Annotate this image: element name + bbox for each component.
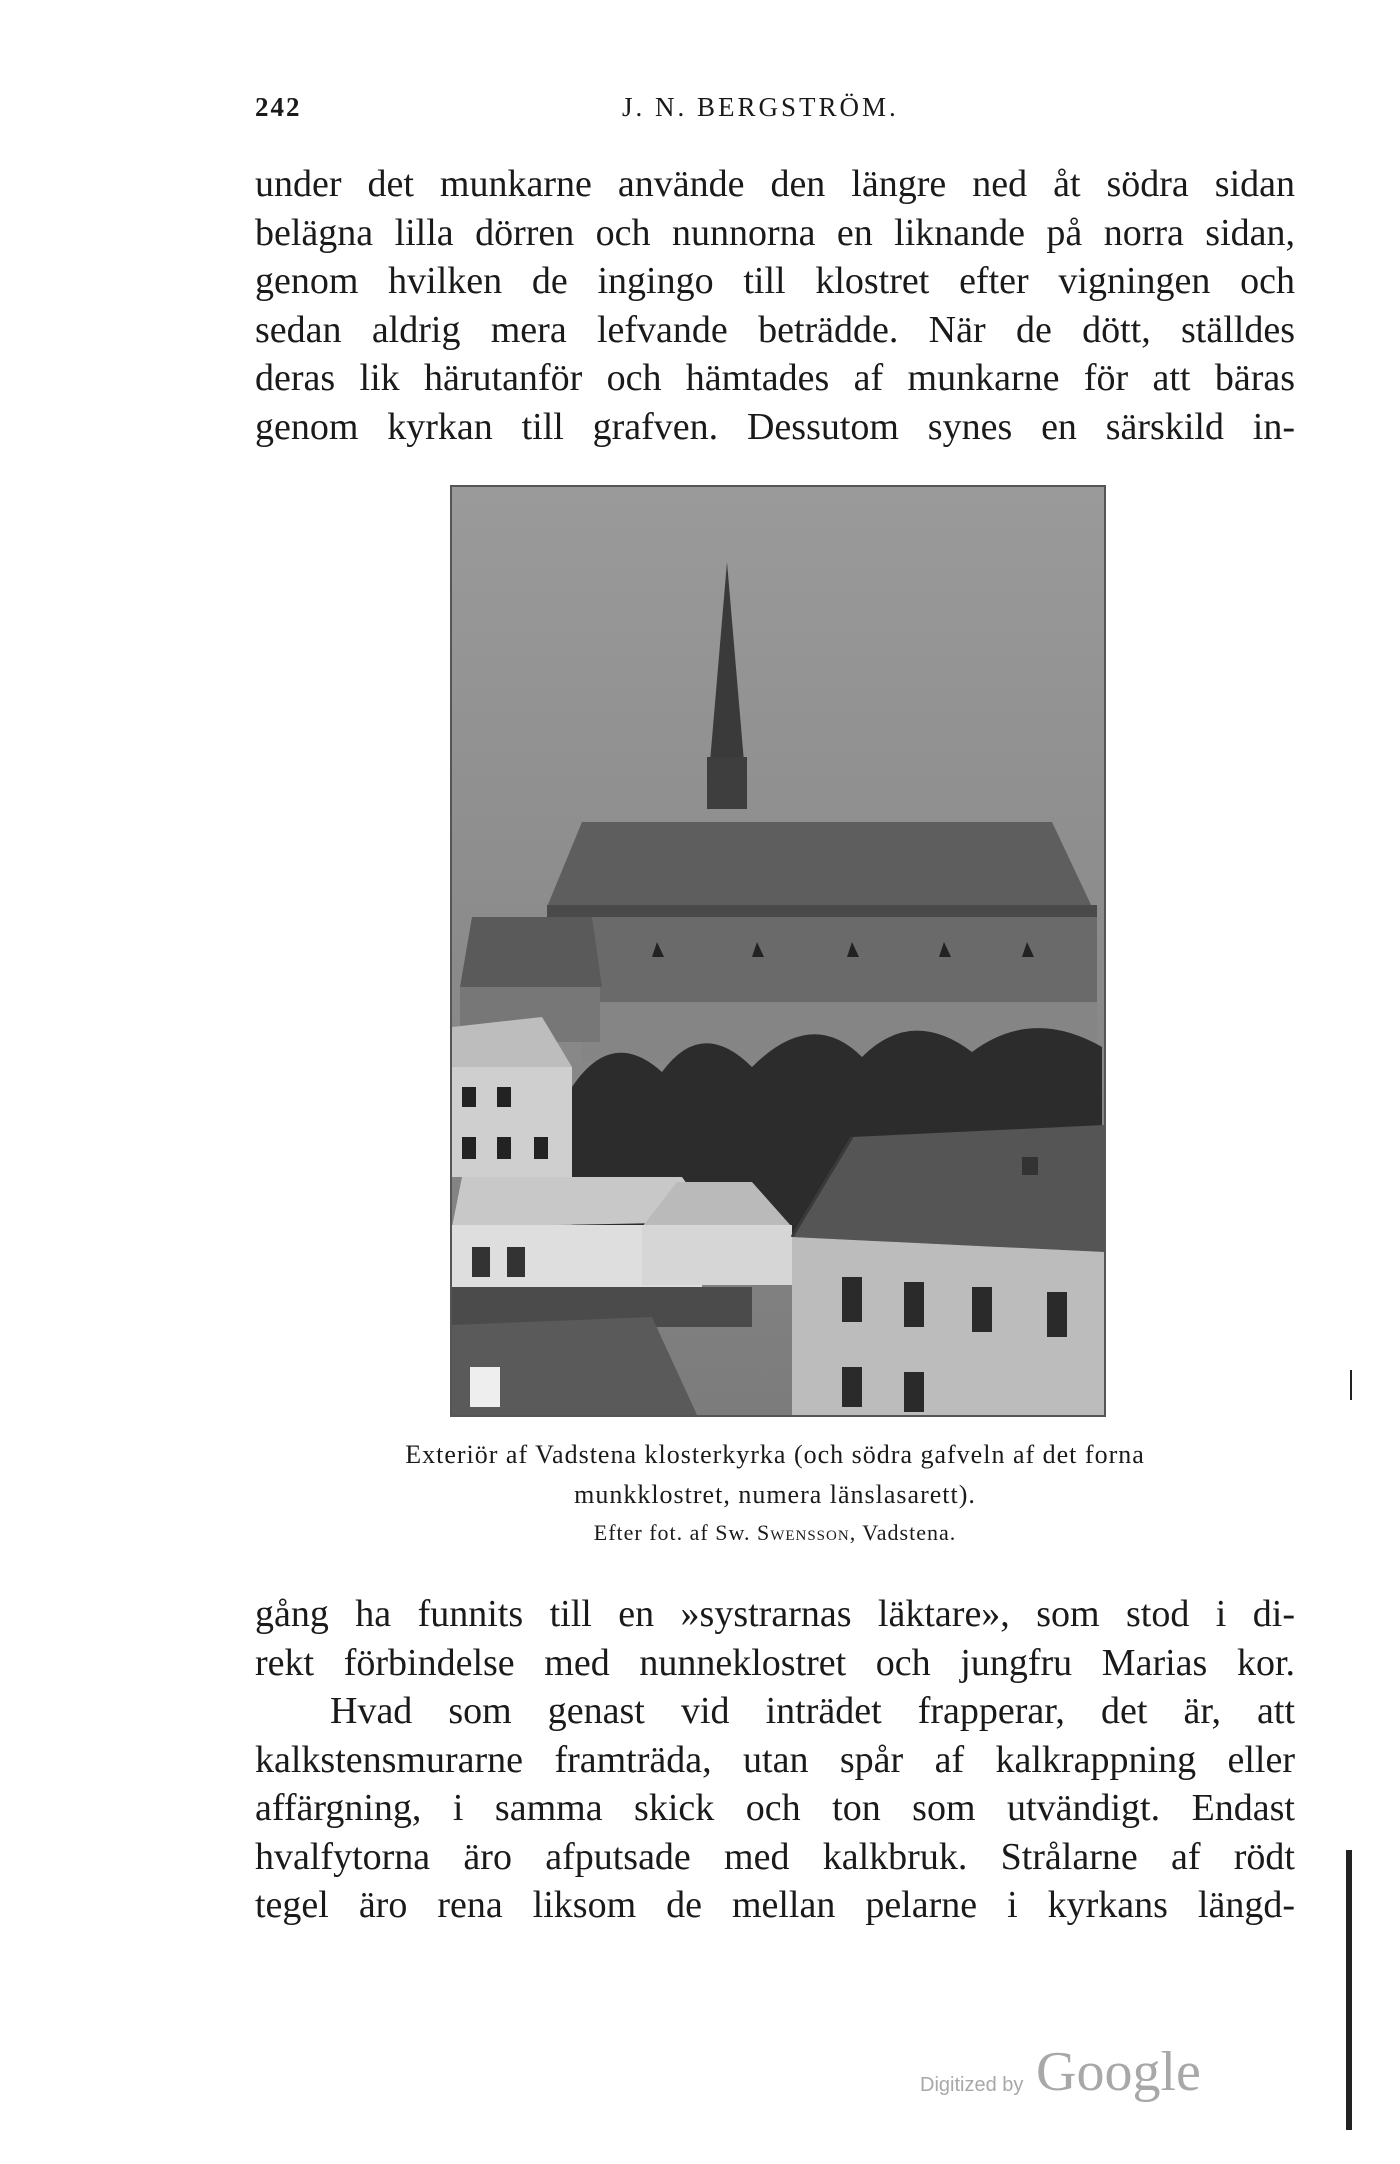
text-line: gång ha funnits till en »systrarnas läktare», som stod i di- [255,1593,1295,1635]
paragraph-2 [255,1590,1295,1930]
photo-credit-prefix: Efter fot. af Sw. [593,1520,751,1545]
page-header [255,92,1295,132]
watermark-prefix: Digitized by [920,2074,1024,2096]
figure-caption: Exteriör af Vadstena klosterkyrka (och södra gafveln af det forna [405,1440,1145,1469]
text-line: rekt förbindelse med nunneklostret och jungfru Marias kor. [255,1641,1295,1684]
text-line: under det munkarne använde den längre ned åt södra sidan [255,163,1295,205]
text-line: tegel äro rena liksom de mellan pelarne i kyrkans längd- [255,1884,1295,1926]
page-number: 242 [255,92,302,122]
photographer-name: Swensson [756,1520,850,1545]
church-illustration [452,487,1104,1415]
paragraph-1 [255,160,1295,451]
scan-edge-mark [1350,1370,1352,1400]
text-line: hvalfytorna äro afputsade med kalkbruk. Strålarne af rödt [255,1835,1295,1878]
text-line: deras lik härutanför och hämtades af munkarne för att bäras [255,357,1295,399]
text-line: Hvad som genast vid inträdet frapperar, det är, att [330,1690,1295,1732]
scan-edge-mark [1346,1850,1352,2130]
figure-caption-continued: munkklostret, numera länslasarett). [574,1480,976,1509]
text-line: belägna lilla dörren och nunnorna en liknande på norra sidan, [255,211,1295,254]
text-line: affärgning, i samma skick och ton som utvändigt. Endast [255,1787,1295,1829]
running-head: J. N. BERGSTRÖM. [622,92,899,122]
photo-credit [255,1520,1295,1546]
text-line: genom hvilken de ingingo till klostret efter vigningen och [255,260,1295,302]
text-line: genom kyrkan till grafven. Dessutom synes en särskild in- [255,405,1295,448]
church-photograph [450,485,1106,1417]
digitized-watermark [920,2040,1220,2110]
photo-credit-suffix: , Vadstena. [849,1520,957,1545]
google-logo: Google [1036,2041,1201,2103]
text-line: sedan aldrig mera lefvande beträdde. När de dött, ställdes [255,308,1295,351]
text-line: kalkstensmurarne framträda, utan spår af kalkrappning eller [255,1738,1295,1781]
